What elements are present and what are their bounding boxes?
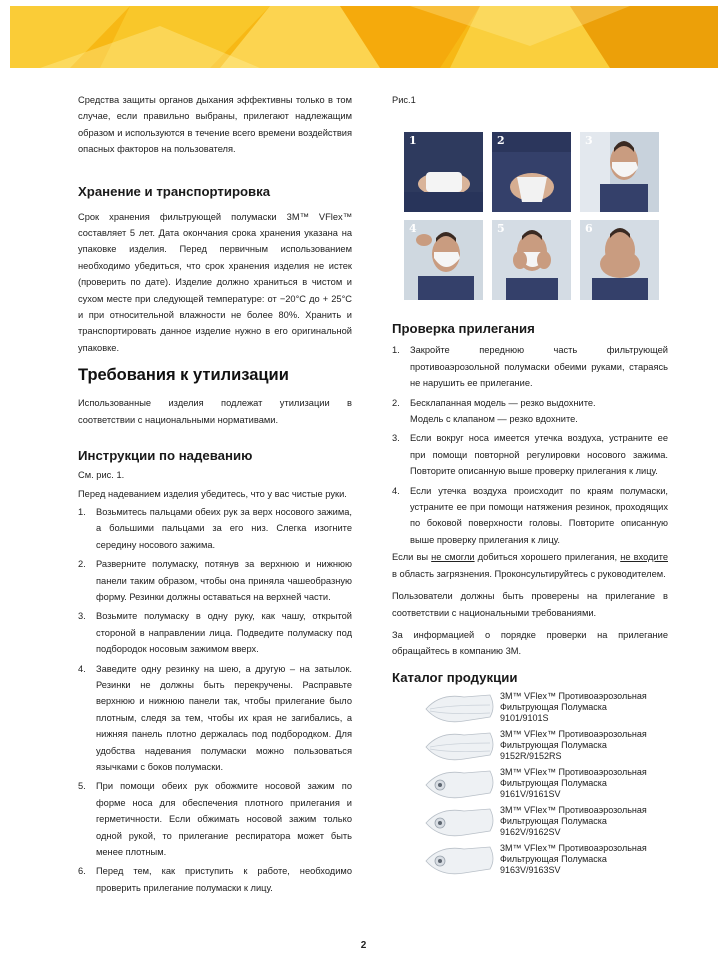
catalog-item <box>392 767 668 805</box>
photo-step-5: 5 <box>492 220 571 300</box>
photo-step-3: 3 <box>580 132 659 212</box>
photo-step-1: 1 <box>404 132 483 212</box>
mask-valve-product-image <box>420 805 500 841</box>
list-item: 4. Если утечка воздуха происходит по краям полумаски, устраните ее при помощи натяжения резинок, проходящих по боковой поверхности головы. Повторите описанную выше проверку прилегания к лицу. <box>392 485 668 545</box>
catalog-item-label: 3M™ VFlex™ Противоаэрозольная Фильтрующая Полумаска 9163V/9163SV <box>500 842 647 875</box>
list-item: 3. Если вокруг носа имеется утечка воздуха, устраните ее при помощи повторной регулировки носового зажима. Повторите описанную выше проверку прилегания к лицу. <box>392 433 668 477</box>
photo-step-6: 6 <box>580 220 659 300</box>
mask-product-image <box>420 691 500 727</box>
catalog-item-label: 3M™ VFlex™ Противоаэрозольная Фильтрующая Полумаска 9161V/9161SV <box>500 766 647 799</box>
fit-check-heading: Проверка прилегания <box>392 321 535 337</box>
donning-heading: Инструкции по надеванию <box>78 448 253 464</box>
mask-valve-product-image <box>420 843 500 879</box>
catalog-heading: Каталог продукции <box>392 669 518 685</box>
mask-valve-product-image <box>420 767 500 803</box>
fit-check-steps <box>392 342 668 548</box>
storage-heading: Хранение и транспортировка <box>78 183 271 199</box>
list-item: 6. Перед тем, как приступить к работе, необходимо проверить прилегание полумаски к лицу. <box>78 866 352 893</box>
catalog-list <box>392 691 668 881</box>
header-banner <box>10 6 718 68</box>
list-item: 5. При помощи обеих рук обожмите носовой зажим по форме носа для обеспечения плотного прилегания и герметичности. Если обжимать носовой зажим только одной рукой, то прилегание респиратора может быть менее плотным. <box>78 781 352 858</box>
list-item: 1. Возьмитесь пальцами обеих рук за верх носового зажима, а большими пальцами за его низ. Слегка изогните середину носового зажима. <box>78 506 352 550</box>
catalog-item-label: 3M™ VFlex™ Противоаэрозольная Фильтрующая Полумаска 9101/9101S <box>500 690 647 723</box>
list-item: 4. Заведите одну резинку на шею, а другую – на затылок. Резинки не должны быть перекручены. Расправьте верхнюю и нижнюю панели так, чтобы прилегание было плотным, следя за тем, чтобы их края не загибались, а нижняя панель плотно держалась под подбородком. Для удобства надевания полумаски можно пользоваться язычками с боков полумаски. <box>78 663 352 772</box>
catalog-item <box>392 691 668 729</box>
list-item: 2. Бесклапанная модель — резко выдохните. Модель с клапаном — резко вдохните. <box>392 397 596 425</box>
photo-step-2: 2 <box>492 132 571 212</box>
donning-preface: Перед надеванием изделия убедитесь, что у вас чистые руки. <box>78 488 347 499</box>
catalog-item <box>392 729 668 767</box>
intro-paragraph: Средства защиты органов дыхания эффективны только в том случае, если правильно выбраны, прилегают надлежащим образом и используются в течение всего времени воздействия опасных факторов на пользователя. <box>78 95 352 155</box>
donning-reference: См. рис. 1. <box>78 470 125 481</box>
banner-graphic <box>10 6 718 68</box>
donning-steps <box>78 504 352 896</box>
disposal-heading: Требования к утилизации <box>78 366 289 385</box>
catalog-item-label: 3M™ VFlex™ Противоаэрозольная Фильтрующая Полумаска 9152R/9152RS <box>500 728 647 761</box>
list-item: 2. Разверните полумаску, потянув за верхнюю и нижнюю панели таким образом, чтобы она приняла чашеобразную форму. Резинки должны оставаться на верхней части. <box>78 559 352 602</box>
left-column <box>78 92 352 899</box>
catalog-item <box>392 843 668 881</box>
catalog-item <box>392 805 668 843</box>
photo-step-4: 4 <box>404 220 483 300</box>
figure-caption: Рис.1 <box>392 95 416 105</box>
fit-contact-paragraph: За информацией о порядке проверки на прилегание обращайтесь в компанию 3M. <box>392 629 668 657</box>
right-column <box>392 92 668 881</box>
fit-warning-paragraph: Если вы не смогли добиться хорошего прилегания, не входите в область загрязнения. Проконсультируйтесь с руководителем. <box>392 552 668 579</box>
storage-paragraph: Срок хранения фильтрующей полумаски 3M™ VFlex™ составляет 5 лет. Дата окончания срока хранения указана на упаковке изделия. Перед первичным использованием необходимо убедиться, что срок хранения изделия не истек (проверить по дате). Изделие должно храниться в чистом и сухом месте при следующей температуре: от −20°С до + 25°С и при относительной влажности не более 80%. Хранить и транспортировать данное изделие нужно в его оригинальной упаковке. <box>78 211 352 353</box>
fit-users-paragraph: Пользователи должны быть проверены на прилегание в соответствии с национальными требованиями. <box>392 591 668 618</box>
mask-product-image <box>420 729 500 765</box>
list-item: 3. Возьмите полумаску в одну руку, как чашу, открытой стороной в направлении лица. Подведите полумаску под подбородок носовым зажимом вверх. <box>78 611 352 655</box>
figure-photos <box>392 116 658 286</box>
list-item: 1. Закройте переднюю часть фильтрующей противоаэрозольной полумаски обеими руками, стараясь не нарушить ее прилегание. <box>392 345 668 389</box>
catalog-item-label: 3M™ VFlex™ Противоаэрозольная Фильтрующая Полумаска 9162V/9162SV <box>500 804 647 837</box>
page-number: 2 <box>360 940 367 951</box>
disposal-paragraph: Использованные изделия подлежат утилизации в соответствии с национальными нормативами. <box>78 398 352 425</box>
